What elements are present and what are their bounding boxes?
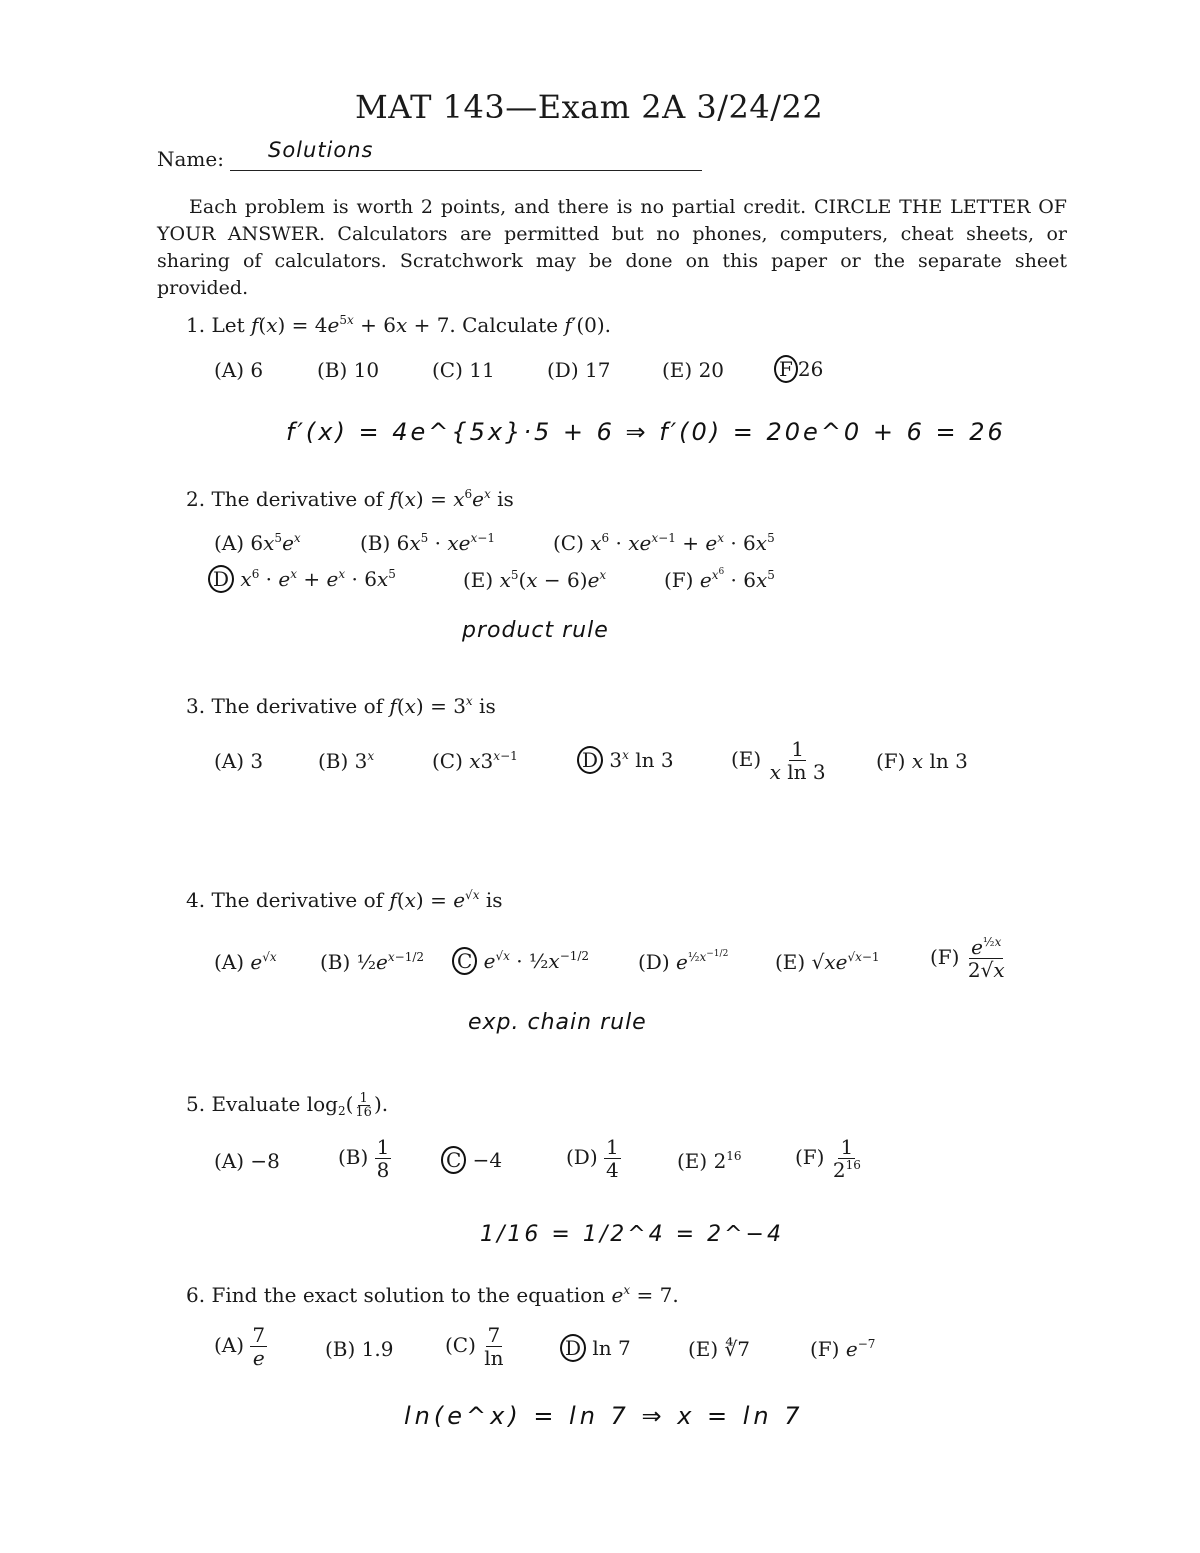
work-2: product rule — [462, 618, 609, 643]
choice-2e[interactable]: (E) $x^5(x - 6)e^x$ — [463, 568, 607, 592]
question-3-prompt: 3. The derivative of $f(x) = 3^x$ is — [186, 694, 496, 718]
choice-2d-circled[interactable]: D $x^6 \cdot e^x + e^x \cdot 6x^5$ — [208, 565, 396, 593]
choice-6d-circled[interactable]: D ln 7 — [560, 1334, 631, 1362]
work-1: f′(x) = 4e^{5x}·5 + 6 ⇒ f′(0) = 20e^0 + 6 = 26 — [286, 418, 1006, 446]
choice-2a[interactable]: (A) $6x^5e^x$ — [214, 531, 301, 555]
question-5-prompt: 5. Evaluate $\log_2$( $\frac{1}{16}$ ). — [186, 1091, 389, 1120]
choice-5b[interactable]: (B) $\frac{1}{8}$ — [338, 1135, 390, 1182]
choice-1f-circled[interactable]: F 26 — [774, 355, 823, 383]
name-value: Solutions — [268, 138, 374, 162]
choice-4a[interactable]: (A) $e^{√x}$ — [214, 950, 277, 974]
choice-5e[interactable]: (E) $2^{16}$ — [677, 1149, 742, 1173]
choice-1b[interactable]: (B) 10 — [317, 358, 380, 382]
name-line — [230, 170, 702, 171]
choice-4f[interactable]: (F) $\frac{e^{\frac{1}{2}x}}{2√x}$ — [930, 935, 1005, 982]
choice-6c[interactable]: (C) $\frac{7}{\ln}$ — [445, 1323, 504, 1370]
circled-letter-6: D — [560, 1334, 586, 1362]
choice-4e[interactable]: (E) $√xe^{√x-1}$ — [775, 950, 880, 974]
choice-3f[interactable]: (F) x ln 3 — [876, 749, 968, 773]
choice-4b[interactable]: (B) $\frac{1}{2}e^{x-1/2}$ — [320, 950, 425, 974]
choice-1c[interactable]: (C) 11 — [432, 358, 495, 382]
choice-1a[interactable]: (A) 6 — [214, 358, 264, 382]
question-number: 2. — [186, 487, 206, 511]
question-number: 4. — [186, 888, 206, 912]
circled-letter-5: C — [441, 1146, 466, 1174]
choice-2c[interactable]: (C) $x^6 \cdot xe^{x-1} + e^x \cdot 6x^5$ — [553, 531, 775, 555]
choice-3b[interactable]: (B) 3$^x$ — [318, 749, 375, 773]
choice-5c-circled[interactable]: C −4 — [441, 1146, 502, 1174]
question-number: 1. — [186, 313, 206, 337]
choice-2b[interactable]: (B) $6x^5 \cdot xe^{x-1}$ — [360, 531, 495, 555]
choice-6b[interactable]: (B) 1.9 — [325, 1337, 394, 1361]
circled-letter-2: D — [208, 565, 234, 593]
choice-5f[interactable]: (F) $\frac{1}{2^{16}}$ — [795, 1135, 861, 1182]
choice-2f[interactable]: (F) $e^{x^6} \cdot 6x^5$ — [664, 567, 775, 592]
choice-5a[interactable]: (A) −8 — [214, 1149, 280, 1173]
choice-3c[interactable]: (C) $x3^{x-1}$ — [432, 749, 518, 773]
choice-3d-circled[interactable]: D 3$^x$ ln 3 — [577, 746, 674, 774]
question-2-prompt: 2. The derivative of $f(x) = x^6e^x$ is — [186, 487, 514, 511]
work-5: 1/16 = 1/2^4 = 2^−4 — [480, 1222, 784, 1247]
question-number: 3. — [186, 694, 206, 718]
question-number: 6. — [186, 1283, 206, 1307]
choice-5d[interactable]: (D) $\frac{1}{4}$ — [566, 1135, 619, 1182]
choice-6a[interactable]: (A) $\frac{7}{e}$ — [214, 1323, 266, 1370]
question-1-prompt: 1. Let $f(x) = 4e^{5x} + 6x + 7$. Calculate f′(0). — [186, 313, 612, 337]
choice-6e[interactable]: (E) ∜7 — [688, 1337, 751, 1361]
work-4: exp. chain rule — [468, 1010, 647, 1035]
circled-letter-3: D — [577, 746, 603, 774]
choice-6f[interactable]: (F) $e^{-7}$ — [810, 1337, 876, 1361]
question-number: 5. — [186, 1092, 206, 1116]
question-6-prompt: 6. Find the exact solution to the equation $e^x = 7$. — [186, 1283, 679, 1307]
page-title: MAT 143—Exam 2A 3/24/22 — [355, 88, 824, 126]
question-4-prompt: 4. The derivative of $f(x) = e^{√x}$ is — [186, 888, 503, 912]
choice-4d[interactable]: (D) $e^{\frac{1}{2}x^{-1/2}}$ — [638, 949, 729, 974]
name-label: Name: — [157, 147, 224, 171]
circled-letter-1: F — [774, 355, 798, 383]
choice-4c-circled[interactable]: C $e^{√x}$ · $\frac{1}{2}x^{-1/2}$ — [452, 947, 589, 975]
work-6: ln(e^x) = ln 7 ⇒ x = ln 7 — [404, 1402, 804, 1430]
instructions: Each problem is worth 2 points, and there is no partial credit. CIRCLE THE LETTER OF YOUR ANSWER. Calculators are permitted but no phones, computers, cheat sheets, or sharing of calculators. Scratchwork may be done on this paper or the separate sheet provided. — [157, 196, 1067, 299]
choice-1e[interactable]: (E) 20 — [662, 358, 725, 382]
choice-3e[interactable]: (E) $\frac{1}{\text{x ln 3}}$ — [731, 737, 826, 784]
choice-1d[interactable]: (D) 17 — [547, 358, 611, 382]
choice-3a[interactable]: (A) 3 — [214, 749, 264, 773]
circled-letter-4: C — [452, 947, 477, 975]
